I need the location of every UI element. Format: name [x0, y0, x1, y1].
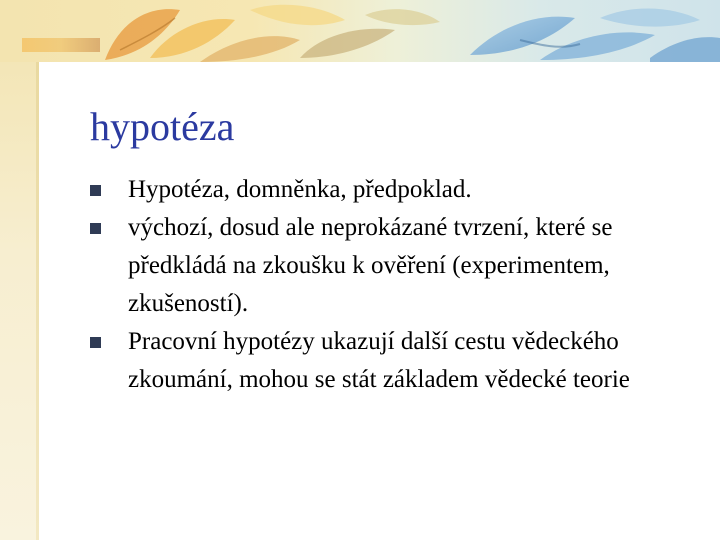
bullet-item: [90, 323, 690, 399]
bullet-text: výchozí, dosud ale neprokázané tvrzení, které se předkládá na zkoušku k ověření (experimentem, zkušeností).: [128, 214, 613, 317]
left-decorative-strip: [0, 62, 38, 540]
bullet-text: Pracovní hypotézy ukazují další cestu vědeckého zkoumání, mohou se stát základem vědecké teorie: [128, 328, 630, 393]
bullet-item: [90, 171, 690, 209]
slide-title: hypotéza: [90, 104, 235, 149]
bullet-item: [90, 209, 690, 323]
bullet-list: [90, 171, 690, 399]
decorative-banner: [0, 0, 720, 62]
square-bullet-icon: [90, 223, 101, 234]
square-bullet-icon: [90, 185, 101, 196]
watercolor-leaves-icon: [0, 0, 720, 62]
square-bullet-icon: [90, 337, 101, 348]
bullet-text: Hypotéza, domněnka, předpoklad.: [128, 176, 472, 203]
